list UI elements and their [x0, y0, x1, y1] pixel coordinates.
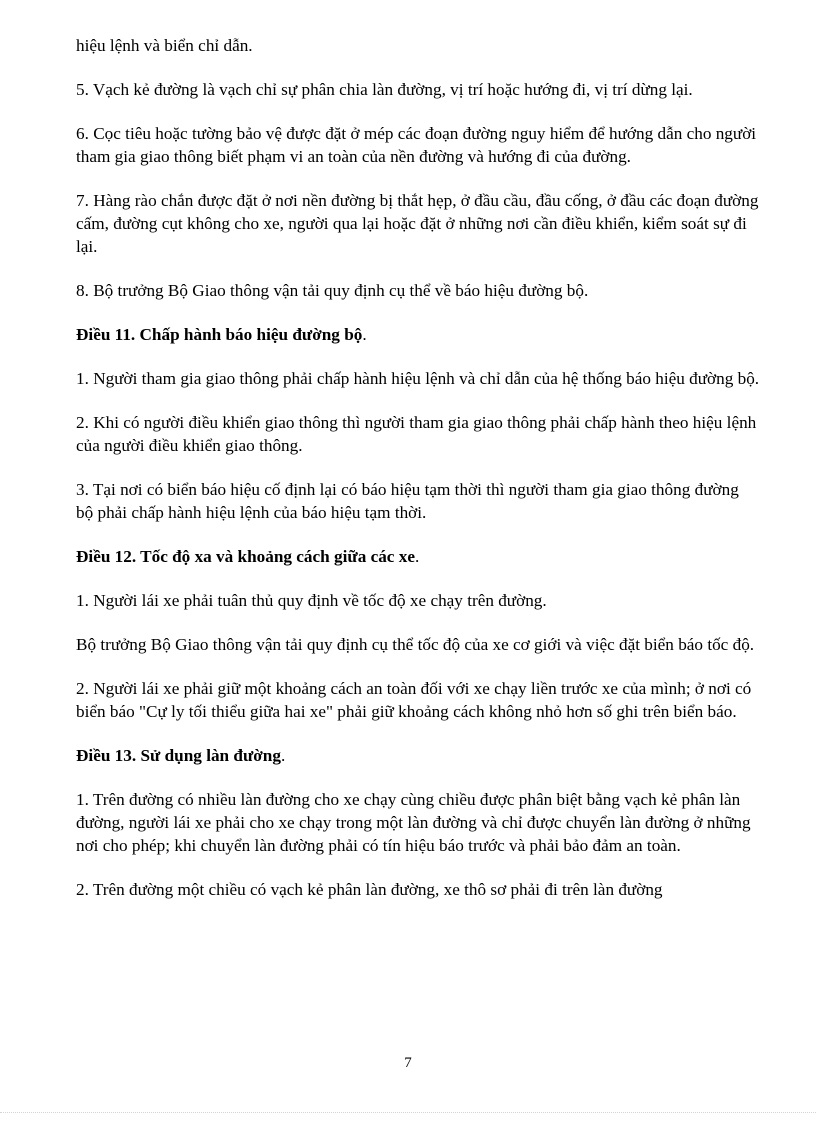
- article-12-title: Điều 12. Tốc độ xa và khoảng cách giữa các xe: [76, 547, 415, 566]
- paragraph-clause-6: 6. Cọc tiêu hoặc tường bảo vệ được đặt ở mép các đoạn đường nguy hiểm để hướng dẫn cho người tham gia giao thông biết phạm vi an toàn của nền đường và hướng đi của đường.: [76, 124, 757, 166]
- paragraph-clause-5: 5. Vạch kẻ đường là vạch chỉ sự phân chia làn đường, vị trí hoặc hướng đi, vị trí dừng lại.: [76, 80, 693, 99]
- article-13-dot: .: [280, 746, 286, 765]
- article-13-title: Điều 13. Sử dụng làn đường: [76, 746, 281, 765]
- article-13-clause-2: 2. Trên đường một chiều có vạch kẻ phân làn đường, xe thô sơ phải đi trên làn đường: [76, 880, 663, 899]
- article-11-heading: [76, 323, 760, 346]
- article-11-dot: .: [362, 325, 367, 344]
- paragraph-clause-8: 8. Bộ trưởng Bộ Giao thông vận tải quy định cụ thể về báo hiệu đường bộ.: [76, 281, 589, 300]
- article-12-clause-1-note: Bộ trưởng Bộ Giao thông vận tải quy định cụ thể tốc độ của xe cơ giới và việc đặt biển báo tốc độ.: [76, 635, 755, 654]
- article-12-dot: .: [414, 547, 420, 566]
- page-number: 7: [404, 1055, 412, 1071]
- article-11-title: Điều 11. Chấp hành báo hiệu đường bộ: [76, 325, 363, 344]
- article-11-clause-1: 1. Người tham gia giao thông phải chấp hành hiệu lệnh và chỉ dẫn của hệ thống báo hiệu đường bộ.: [76, 369, 760, 388]
- article-13-clause-1: 1. Trên đường có nhiều làn đường cho xe chạy cùng chiều được phân biệt bằng vạch kẻ phân làn đường, người lái xe phải cho xe chạy trong một làn đường và chỉ được chuyển làn đường ở những nơi cho phép; khi chuyển làn đường phải có tín hiệu báo trước và phải bảo đảm an toàn.: [76, 790, 751, 855]
- article-11-clause-3: 3. Tại nơi có biển báo hiệu cố định lại có báo hiệu tạm thời thì người tham gia giao thông đường bộ phải chấp hành hiệu lệnh của báo hiệu tạm thời.: [76, 480, 739, 522]
- article-13-heading: [76, 744, 760, 767]
- article-12-clause-1: 1. Người lái xe phải tuân thủ quy định về tốc độ xe chạy trên đường.: [76, 591, 547, 610]
- article-11-clause-2: 2. Khi có người điều khiển giao thông thì người tham gia giao thông phải chấp hành theo hiệu lệnh của người điều khiển giao thông.: [76, 413, 757, 455]
- article-12-heading: [76, 545, 760, 568]
- article-12-clause-2: 2. Người lái xe phải giữ một khoảng cách an toàn đối với xe chạy liền trước xe của mình; ở nơi có biển báo "Cự ly tối thiểu giữa hai xe" phải giữ khoảng cách không nhỏ hơn số ghi trên biển báo.: [76, 679, 752, 721]
- paragraph-clause-7: 7. Hàng rào chắn được đặt ở nơi nền đường bị thắt hẹp, ở đầu cầu, đầu cống, ở đầu các đoạn đường cấm, đường cụt không cho xe, người qua lại hoặc đặt ở những nơi cần điều khiển, kiểm soát sự đi lại.: [76, 191, 759, 256]
- paragraph-continuation: hiệu lệnh và biển chỉ dẫn.: [76, 36, 253, 55]
- document-page: [76, 34, 760, 922]
- page-bottom-divider: [0, 1112, 816, 1113]
